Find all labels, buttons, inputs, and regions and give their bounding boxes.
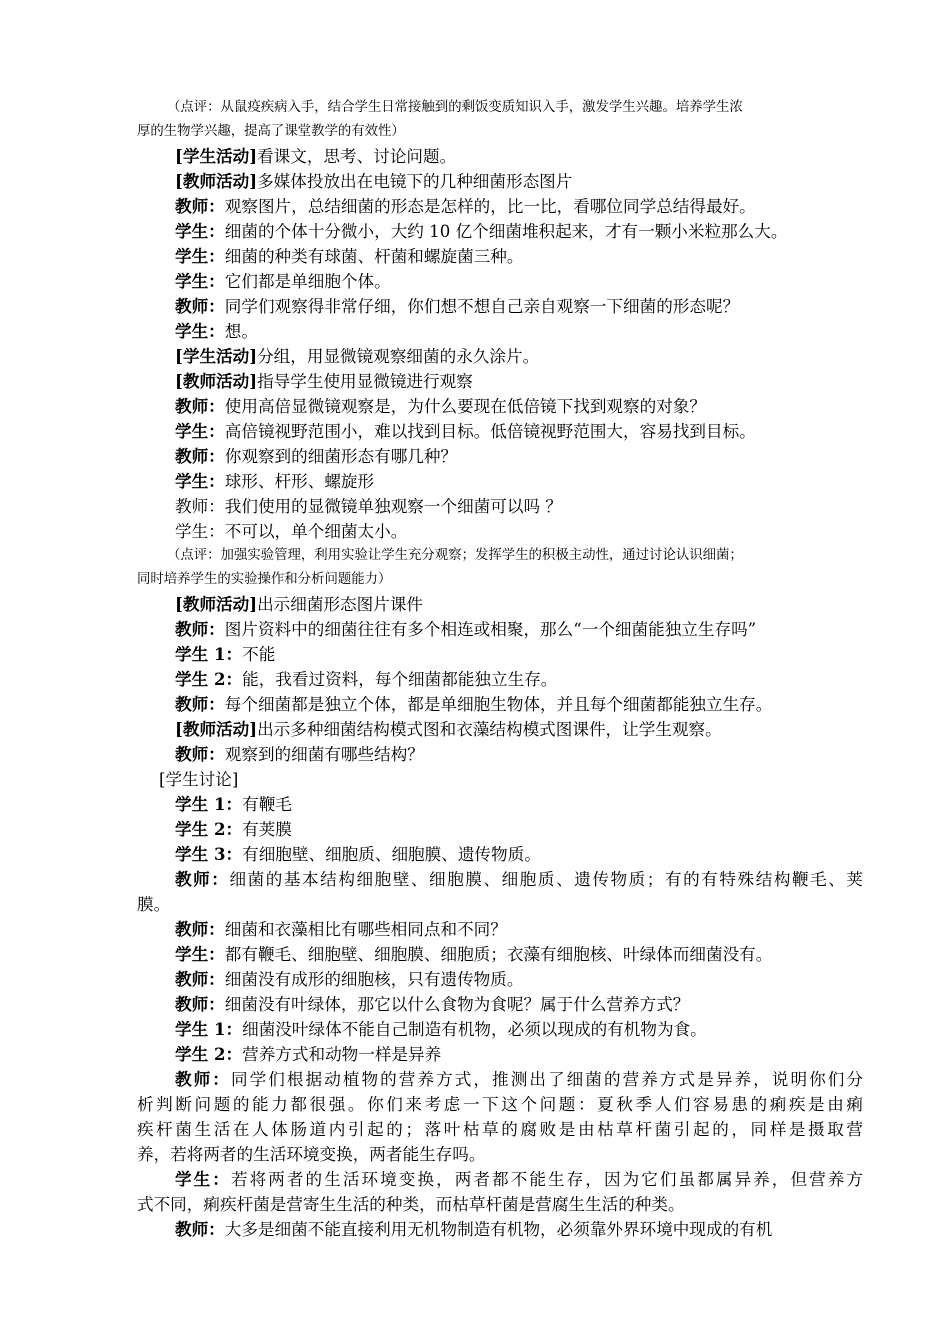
line-text: 观察到的细菌有哪些结构？ [224, 745, 424, 764]
speaker-label: 教师： [175, 196, 225, 216]
speaker-label: 学生： [175, 246, 225, 266]
dialogue-line [137, 444, 863, 469]
dialogue-line [137, 394, 863, 419]
line-text: 每个细菌都是独立个体，都是单细胞生物体，并且每个细菌都能独立生存。 [224, 695, 773, 714]
dialogue-line [137, 742, 863, 767]
speaker-label: 教师： [175, 619, 225, 639]
dialogue-line [137, 369, 863, 394]
speaker-label: 教师： [175, 969, 225, 989]
speaker-label: 学生 1： [175, 644, 243, 664]
line-text: 若将两者的生活环境变换，两者都不能生存，因为它们虽都属异养，但营养方 [230, 1170, 863, 1189]
speaker-label: [教师活动] [175, 719, 258, 739]
dialogue-paragraph [137, 1217, 863, 1242]
paragraph-line [137, 1092, 863, 1117]
line-text: 细菌的个体十分微小，大约 10 亿个细菌堆积起来，才有一颗小米粒那么大。 [224, 222, 788, 241]
dialogue-line [137, 617, 863, 642]
line-text: 细菌的种类有球菌、杆菌和螺旋菌三种。 [224, 247, 524, 266]
speaker-label: 教师： [175, 919, 225, 939]
dialogue-line [137, 1017, 863, 1042]
line-text: 分组，用显微镜观察细菌的永久涂片。 [257, 347, 540, 366]
review-note: 同时培养学生的实验操作和分析问题能力） [137, 572, 392, 587]
line-text: 膜。 [137, 895, 171, 914]
section-heading: [学生讨论] [159, 770, 239, 789]
line-text: 球形、杆形、螺旋形 [224, 472, 375, 491]
speaker-label: 学生 1： [175, 1019, 243, 1039]
review-note: （点评：从鼠疫疾病入手，结合学生日常接触到的剩饭变质知识入手，激发学生兴趣。培养学生浓 [167, 100, 743, 115]
speaker-label: 教师： [175, 1219, 225, 1239]
paragraph-line [137, 1217, 863, 1242]
paragraph-line [137, 1167, 863, 1192]
line-text: 不能 [242, 645, 276, 664]
line-text: 同学们观察得非常仔细，你们想不想自己亲自观察一下细菌的形态呢？ [224, 297, 740, 316]
speaker-label: [教师活动] [175, 594, 258, 614]
dialogue-paragraph [137, 867, 863, 917]
line-text: 图片资料中的细菌往往有多个相连或相聚，那么“一个细菌能独立生存吗” [224, 620, 757, 639]
speaker-label: [教师活动] [175, 171, 258, 191]
line-text: 出示多种细菌结构模式图和衣藻结构模式图课件，让学生观察。 [257, 720, 722, 739]
line-text: 出示细菌形态图片课件 [257, 595, 424, 614]
review-note: 厚的生物学兴趣，提高了课堂教学的有效性） [137, 124, 405, 139]
dialogue-line [137, 269, 863, 294]
speaker-label: 学生 2： [175, 819, 243, 839]
dialogue-paragraph [137, 1167, 863, 1217]
speaker-label: 教师： [175, 446, 225, 466]
line-text: 有荚膜 [242, 820, 292, 839]
line-text: 细菌没有叶绿体，那它以什么食物为食呢？属于什么营养方式？ [224, 995, 690, 1014]
speaker-label: 教师： [175, 744, 225, 764]
speaker-label: [学生活动] [175, 346, 258, 366]
speaker-label: 教师： [175, 296, 225, 316]
line-text: 它们都是单细胞个体。 [224, 272, 391, 291]
speaker-label: 学生： [175, 1169, 231, 1189]
dialogue-line [137, 792, 863, 817]
dialogue-line [137, 692, 863, 717]
line-text: 观察图片，总结细菌的形态是怎样的，比一比，看哪位同学总结得最好。 [224, 197, 756, 216]
speaker-label: 教师： [175, 869, 230, 889]
speaker-label: 学生： [175, 271, 225, 291]
dialogue-line [137, 592, 863, 617]
speaker-label: 教师： [175, 396, 225, 416]
speaker-label: 学生 2： [175, 669, 243, 689]
dialogue-line [137, 642, 863, 667]
line-text: 细菌没有成形的细胞核，只有遗传物质。 [224, 970, 524, 989]
speaker-label: 学生 1： [175, 794, 243, 814]
line-text: 有细胞壁、细胞质、细胞膜、遗传物质。 [242, 845, 541, 864]
dialogue-line [137, 344, 863, 369]
paragraph-line [137, 1142, 863, 1167]
paragraph-line [137, 1192, 863, 1217]
dialogue-line [137, 967, 863, 992]
line-text: 能，我看过资料，每个细菌都能独立生存。 [242, 670, 558, 689]
line-text: 疾杆菌生活在人体肠道内引起的；落叶枯草的腐败是由枯草杆菌引起的，同样是摄取营 [137, 1120, 863, 1139]
dialogue-line [137, 842, 863, 867]
paragraph-line [137, 867, 863, 892]
speaker-label: 教师： [175, 994, 225, 1014]
speaker-label: [学生活动] [175, 146, 258, 166]
line-text: 指导学生使用显微镜进行观察 [257, 372, 473, 391]
speaker-label: 学生： [175, 471, 225, 491]
dialogue-line: 教师：我们使用的显微镜单独观察一个细菌可以吗 ？ [175, 497, 562, 516]
speaker-label: 学生： [175, 321, 225, 341]
line-text: 营养方式和动物一样是异养 [242, 1045, 442, 1064]
dialogue-line [137, 667, 863, 692]
speaker-label: 教师： [175, 694, 225, 714]
dialogue-line [137, 419, 863, 444]
paragraph-line [137, 892, 863, 917]
dialogue-line [137, 992, 863, 1017]
line-text: 多媒体投放出在电镜下的几种细菌形态图片 [257, 172, 573, 191]
line-text: 都有鞭毛、细胞壁、细胞膜、细胞质；衣藻有细胞核、叶绿体而细菌没有。 [224, 945, 773, 964]
dialogue-line [137, 194, 863, 219]
review-note: （点评：加强实验管理，利用实验让学生充分观察；发挥学生的积极主动性，通过讨论认识细菌； [167, 548, 743, 563]
speaker-label: 学生： [175, 221, 225, 241]
line-text: 式不同，痢疾杆菌是营寄生生活的种类，而枯草杆菌是营腐生生活的种类。 [137, 1195, 685, 1214]
line-text: 析判断问题的能力都很强。你们来考虑一下这个问题：夏秋季人们容易患的痢疾是由痢 [137, 1095, 863, 1114]
dialogue-line [137, 1042, 863, 1067]
dialogue-line [137, 469, 863, 494]
dialogue-line [137, 144, 863, 169]
line-text: 细菌的基本结构细胞壁、细胞膜、细胞质、遗传物质；有的有特殊结构鞭毛、荚 [229, 870, 863, 889]
line-text: 大多是细菌不能直接利用无机物制造有机物，必须靠外界环境中现成的有机 [224, 1220, 773, 1239]
dialogue-line [137, 817, 863, 842]
paragraph-line [137, 1117, 863, 1142]
line-text: 细菌没叶绿体不能自己制造有机物，必须以现成的有机物为食。 [242, 1020, 707, 1039]
line-text: 细菌和衣藻相比有哪些相同点和不同？ [224, 920, 507, 939]
dialogue-line [137, 244, 863, 269]
dialogue-line [137, 169, 863, 194]
dialogue-line: 学生：不可以，单个细菌太小。 [175, 522, 408, 541]
speaker-label: 学生： [175, 944, 225, 964]
speaker-label: 学生 3： [175, 844, 243, 864]
line-text: 你观察到的细菌形态有哪几种？ [224, 447, 458, 466]
line-text: 同学们根据动植物的营养方式，推测出了细菌的营养方式是异养，说明你们分 [230, 1070, 863, 1089]
document-page [137, 96, 863, 1242]
dialogue-line [137, 917, 863, 942]
dialogue-line [137, 294, 863, 319]
line-text: 高倍镜视野范围小，难以找到目标。低倍镜视野范围大，容易找到目标。 [224, 422, 756, 441]
dialogue-paragraph [137, 1067, 863, 1167]
dialogue-line [137, 717, 863, 742]
line-text: 看课文，思考、讨论问题。 [257, 147, 457, 166]
speaker-label: [教师活动] [175, 371, 258, 391]
dialogue-line [137, 942, 863, 967]
dialogue-line [137, 219, 863, 244]
line-text: 养，若将两者的生活环境变换，两者能生存吗。 [137, 1145, 486, 1164]
speaker-label: 学生 2： [175, 1044, 243, 1064]
speaker-label: 教师： [175, 1069, 231, 1089]
line-text: 使用高倍显微镜观察是，为什么要现在低倍镜下找到观察的对象？ [224, 397, 706, 416]
line-text: 想。 [224, 322, 258, 341]
dialogue-line [137, 319, 863, 344]
speaker-label: 学生： [175, 421, 225, 441]
line-text: 有鞭毛 [242, 795, 292, 814]
paragraph-line [137, 1067, 863, 1092]
